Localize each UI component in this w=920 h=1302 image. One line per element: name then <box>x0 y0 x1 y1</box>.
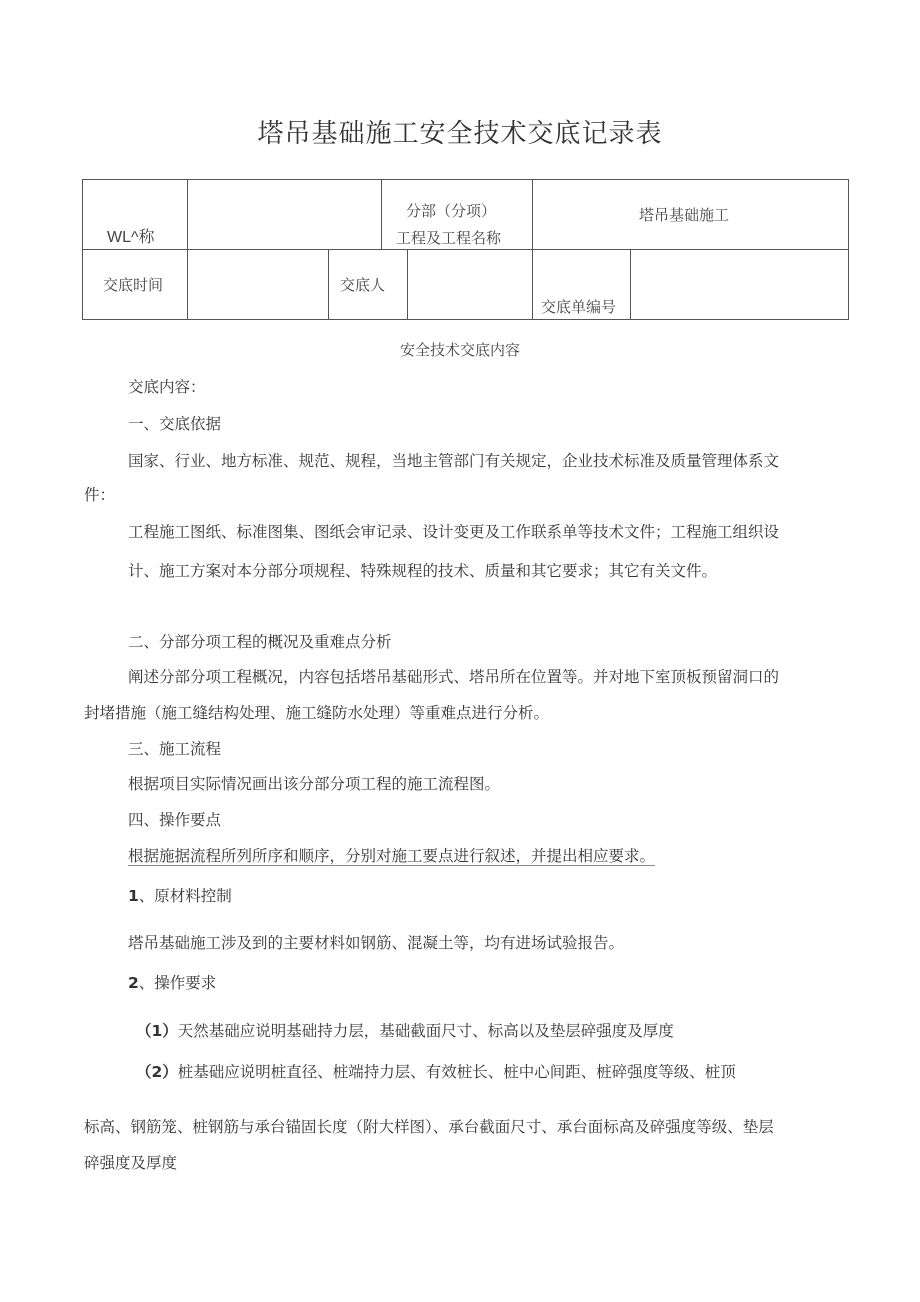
paragraph-overview-line2: 封堵措施（施工缝结构处理、施工缝防水处理）等重难点进行分析。 <box>84 704 550 722</box>
paragraph-key-points: 根据施据流程所列所序和顺序，分别对施工要点进行叙述，并提出相应要求。 <box>128 847 656 865</box>
subproject-label-line1: 分部（分项） <box>406 202 497 220</box>
subheading-materials-text: 、原材料控制 <box>138 887 232 905</box>
person-value[interactable] <box>408 250 533 320</box>
subproject-value: 塔吊基础施工 <box>639 206 730 224</box>
paragraph-docs-line1: 工程施工图纸、标准图集、图纸会审记录、设计变更及工作联系单等技术文件；工程施工组织设 <box>128 523 780 541</box>
paragraph-materials: 塔吊基础施工涉及到的主要材料如钢筋、混凝土等，均有进场试验报告。 <box>128 934 625 952</box>
heading-key-points: 四、操作要点 <box>128 811 222 829</box>
person-label-cell <box>329 250 408 320</box>
item-natural-foundation <box>136 1020 674 1042</box>
subproject-value-cell <box>533 180 849 250</box>
item-pile-foundation <box>136 1061 736 1083</box>
time-value[interactable] <box>188 250 329 320</box>
paragraph-basis-line1: 国家、行业、地方标准、规范、规程，当地主管部门有关规定，企业技术标准及质量管理体系文 <box>128 452 780 470</box>
document-title: 塔吊基础施工安全技术交底记录表 <box>257 119 663 149</box>
item-natural-foundation-number: （1） <box>136 1022 178 1040</box>
paragraph-docs-line2: 计、施工方案对本分部分项规程、特殊规程的技术、质量和其它要求；其它有关文件。 <box>128 562 718 580</box>
paragraph-pile-line2: 碎强度及厚度 <box>84 1154 178 1172</box>
project-name-label-cell <box>83 180 188 250</box>
info-table <box>82 179 849 320</box>
subheading-materials <box>128 885 232 907</box>
paragraph-basis-line2: 件： <box>84 486 116 504</box>
number-value[interactable] <box>631 250 849 320</box>
time-label: 交底时间 <box>103 276 164 294</box>
subheading-operation <box>128 972 216 994</box>
subheading-materials-number: 1 <box>128 887 139 905</box>
intro-label: 交底内容： <box>128 378 206 396</box>
paragraph-process: 根据项目实际情况画出该分部分项工程的施工流程图。 <box>128 775 501 793</box>
subproject-label-line2: 工程及工程名称 <box>396 229 502 247</box>
subproject-label-cell <box>382 180 533 250</box>
project-name-label: WL^称 <box>107 229 155 246</box>
project-name-value[interactable] <box>188 180 382 250</box>
item-natural-foundation-text: 天然基础应说明基础持力层，基础截面尺寸、标高以及垫层碎强度及厚度 <box>177 1022 674 1040</box>
item-pile-foundation-number: （2） <box>136 1063 178 1081</box>
number-label-cell <box>533 250 631 320</box>
heading-basis: 一、交底依据 <box>128 415 222 433</box>
heading-overview: 二、分部分项工程的概况及重难点分析 <box>128 633 392 651</box>
subheading-operation-text: 、操作要求 <box>138 974 217 992</box>
time-label-cell <box>83 250 188 320</box>
subheading-operation-number: 2 <box>128 974 139 992</box>
person-label: 交底人 <box>340 276 386 294</box>
paragraph-overview-line1: 阐述分部分项工程概况，内容包括塔吊基础形式、塔吊所在位置等。并对地下室顶板预留洞口的 <box>128 668 780 686</box>
item-pile-foundation-text: 桩基础应说明桩直径、桩端持力层、有效桩长、桩中心间距、桩碎强度等级、桩顶 <box>177 1063 736 1081</box>
paragraph-pile-line1: 标高、钢筋笼、桩钢筋与承台锚固长度（附大样图）、承台截面尺寸、承台面标高及碎强度等级、垫层 <box>84 1118 774 1136</box>
number-label: 交底单编号 <box>541 298 617 316</box>
heading-process: 三、施工流程 <box>128 740 222 758</box>
section-heading: 安全技术交底内容 <box>399 341 520 359</box>
